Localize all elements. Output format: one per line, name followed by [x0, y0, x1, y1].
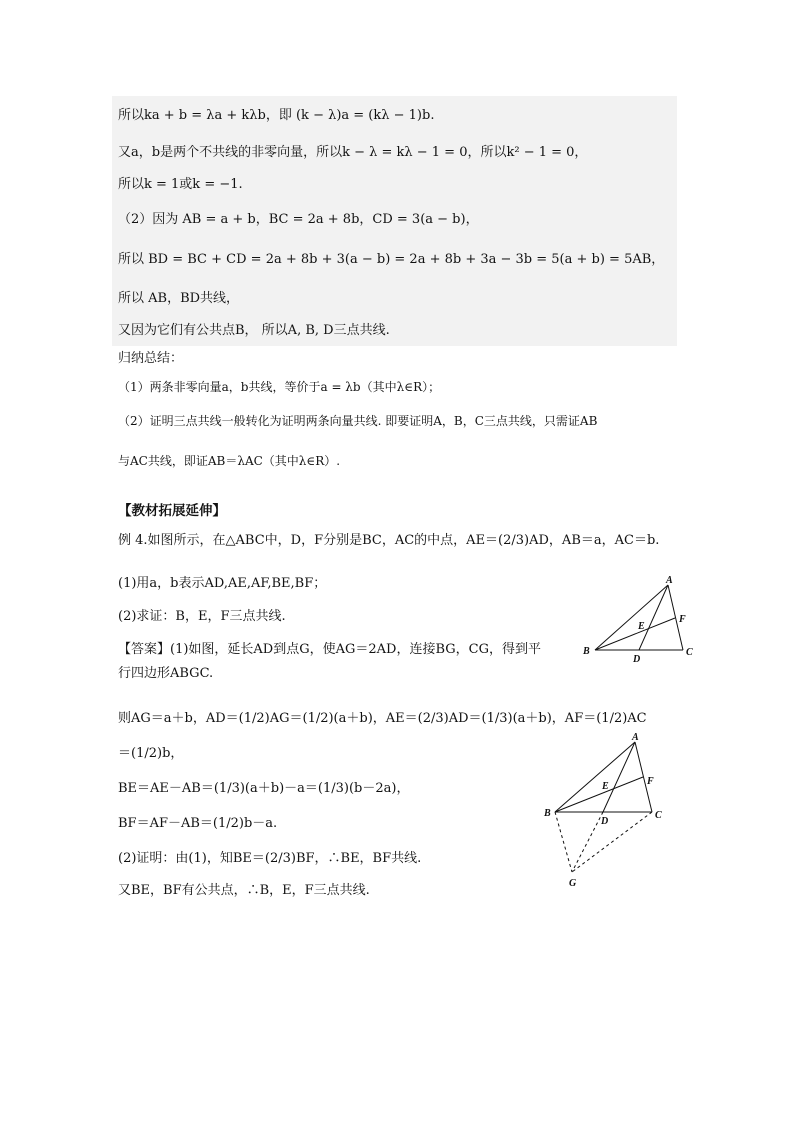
summary-item-1: （1）两条非零向量a，b共线，等价于a = λb（其中λ∈R）； — [118, 380, 441, 394]
summary-item-2a: （2）证明三点共线一般转化为证明两条向量共线. 即要证明A，B，C三点共线，只需证AB — [118, 414, 598, 428]
fig1-label-b: B — [583, 646, 590, 657]
solution-line-7: 又因为它们有公共点B， 所以A, B, D三点共线. — [118, 323, 390, 338]
summary-title: 归纳总结： — [118, 351, 184, 366]
answer-line-1: 【答案】(1)如图，延长AD到点G，使AG＝2AD，连接BG，CG，得到平 — [118, 642, 541, 657]
fig1-label-a: A — [666, 575, 673, 586]
fig1-label-c: C — [686, 647, 693, 658]
question-2: (2)求证：B，E，F三点共线. — [118, 609, 286, 624]
solution-line-5: 所以 BD = BC + CD = 2a + 8b + 3(a − b) = 2a + 8b + 3a − 3b = 5(a + b) = 5AB， — [118, 252, 665, 267]
fig2-label-a: A — [632, 732, 639, 743]
answer-eq-1b: ＝(1/2)b， — [118, 746, 184, 761]
fig1-label-d: D — [633, 654, 641, 665]
fig2-label-b: B — [544, 808, 551, 819]
section-heading: 【教材拓展延伸】 — [118, 503, 226, 519]
fig1-label-f: F — [679, 614, 686, 625]
answer-eq-2: BE＝AE－AB＝(1/3)(a＋b)－a＝(1/3)(b－2a)， — [118, 781, 410, 796]
solution-line-3: 所以k = 1或k = −1. — [118, 177, 243, 192]
triangle-figure-1 — [580, 575, 700, 670]
answer-proof: (2)证明：由(1)，知BE＝(2/3)BF，∴BE，BF共线. — [118, 851, 422, 866]
triangle-figure-2 — [540, 732, 670, 892]
summary-item-2b: 与AC共线，即证AB＝λAC（其中λ∈R）. — [118, 454, 341, 468]
answer-eq-3: BF＝AF－AB＝(1/2)b－a. — [118, 816, 278, 831]
question-1: (1)用a，b表示AD,AE,AF,BE,BF； — [118, 576, 327, 591]
solution-line-6: 所以 AB，BD共线， — [118, 291, 240, 306]
example-statement: 例 4.如图所示，在△ABC中，D，F分别是BC，AC的中点，AE＝(2/3)AD，AB＝a，AC＝b. — [118, 533, 660, 548]
solution-line-1: 所以ka + b = λa + kλb，即 (k − λ)a = (kλ − 1)b. — [118, 108, 435, 123]
solution-line-4: （2）因为 AB = a + b，BC = 2a + 8b，CD = 3(a − b)， — [118, 212, 479, 227]
fig2-label-c: C — [655, 810, 662, 821]
answer-conclusion: 又BE，BF有公共点，∴B，E，F三点共线. — [118, 883, 370, 898]
solution-line-2: 又a，b是两个不共线的非零向量，所以k − λ = kλ − 1 = 0，所以k² − 1 = 0， — [118, 145, 588, 160]
fig1-label-e: E — [638, 621, 645, 632]
fig2-label-e: E — [602, 781, 609, 792]
answer-line-2: 行四边形ABGC. — [118, 666, 214, 681]
fig2-label-d: D — [601, 816, 609, 827]
fig2-label-f: F — [647, 776, 654, 787]
answer-eq-1: 则AG＝a＋b，AD＝(1/2)AG＝(1/2)(a＋b)，AE＝(2/3)AD＝(1/3)(a＋b)，AF＝(1/2)AC — [118, 711, 647, 726]
fig2-label-g: G — [569, 878, 577, 889]
